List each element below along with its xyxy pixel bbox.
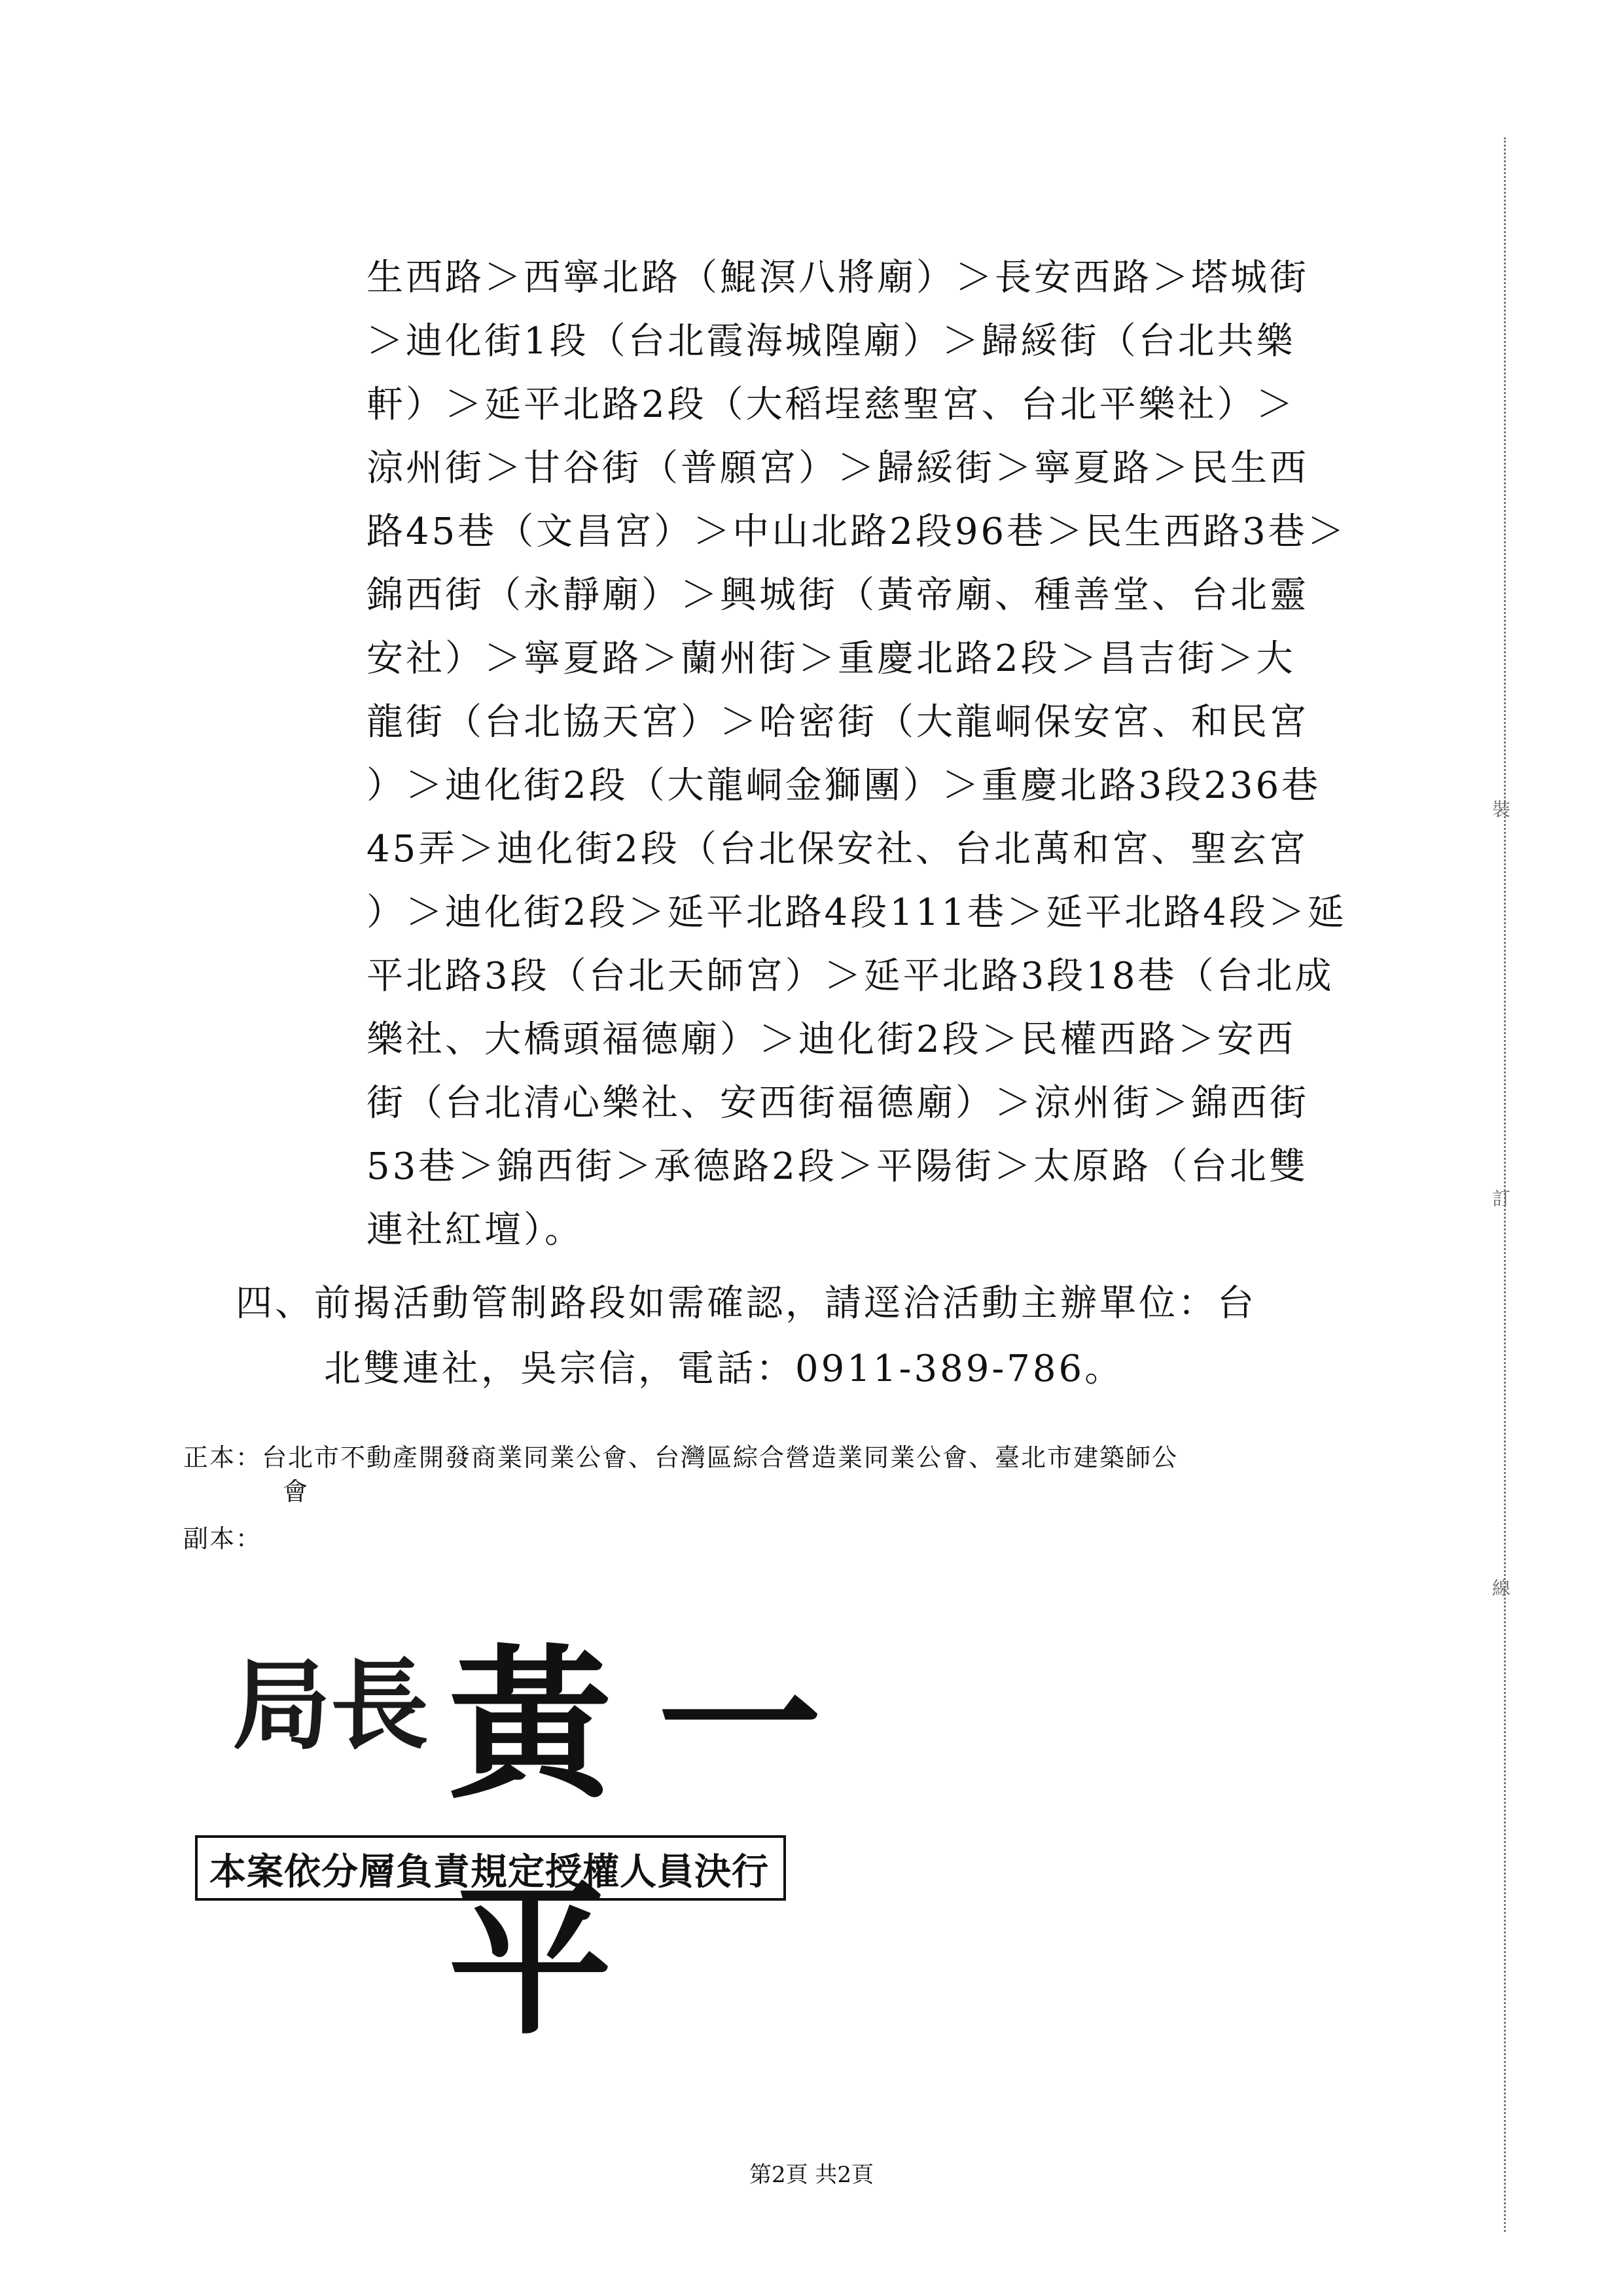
copy-recipients: 副本： bbox=[183, 1524, 262, 1553]
binding-mark-3: 線 bbox=[1492, 1577, 1511, 1599]
route-line: ）＞迪化街2段＞延平北路4段111巷＞延平北路4段＞延 bbox=[366, 891, 1347, 934]
route-line: 街（台北清心樂社、安西街福德廟）＞涼州街＞錦西街 bbox=[366, 1082, 1309, 1124]
route-line: 龍街（台北協天宮）＞哈密街（大龍峒保安宮、和民宮 bbox=[366, 701, 1309, 744]
route-line: 平北路3段（台北天師宮）＞延平北路3段18巷（台北成 bbox=[366, 955, 1334, 997]
route-line: 軒）＞延平北路2段（大稻埕慈聖宮、台北平樂社）＞ bbox=[366, 384, 1296, 426]
item-4-line-2: 北雙連社，吳宗信，電話：0911-389-786。 bbox=[324, 1348, 1124, 1390]
authorization-stamp: 本案依分層負責規定授權人員決行 bbox=[195, 1835, 786, 1901]
original-recipients-cont: 會 bbox=[283, 1477, 310, 1506]
route-line: 53巷＞錦西街＞承德路2段＞平陽街＞太原路（台北雙 bbox=[366, 1145, 1308, 1188]
route-line: 樂社、大橋頭福德廟）＞迪化街2段＞民權西路＞安西 bbox=[366, 1018, 1296, 1061]
original-recipients: 正本：台北市不動產開發商業同業公會、台灣區綜合營造業同業公會、臺北市建築師公 bbox=[183, 1443, 1179, 1472]
route-line: 安社）＞寧夏路＞蘭州街＞重慶北路2段＞昌吉街＞大 bbox=[366, 637, 1296, 680]
route-line: 生西路＞西寧北路（鯤溟八將廟）＞長安西路＞塔城街 bbox=[366, 257, 1309, 299]
binding-mark-1: 裝 bbox=[1492, 798, 1511, 820]
binding-mark-2: 訂 bbox=[1492, 1188, 1511, 1210]
route-line: ＞迪化街1段（台北霞海城隍廟）＞歸綏街（台北共樂 bbox=[366, 320, 1296, 363]
route-line: 連社紅壇）。 bbox=[366, 1209, 584, 1251]
signature-name: 黃一平 bbox=[448, 1628, 867, 2056]
route-line: ）＞迪化街2段（大龍峒金獅團）＞重慶北路3段236巷 bbox=[366, 764, 1321, 807]
route-line: 路45巷（文昌宮）＞中山北路2段96巷＞民生西路3巷＞ bbox=[366, 511, 1347, 553]
route-line: 涼州街＞甘谷街（普願宮）＞歸綏街＞寧夏路＞民生西 bbox=[366, 447, 1309, 490]
route-line: 錦西街（永靜廟）＞興城街（黃帝廟、種善堂、台北靈 bbox=[366, 574, 1309, 617]
item-4-line-1: 四、前揭活動管制路段如需確認，請逕洽活動主辦單位：台 bbox=[236, 1282, 1257, 1325]
signature-title: 局長 bbox=[232, 1648, 429, 1763]
route-line: 45弄＞迪化街2段（台北保安社、台北萬和宮、聖玄宮 bbox=[366, 828, 1308, 870]
page-number: 第2頁 共2頁 bbox=[749, 2162, 874, 2188]
